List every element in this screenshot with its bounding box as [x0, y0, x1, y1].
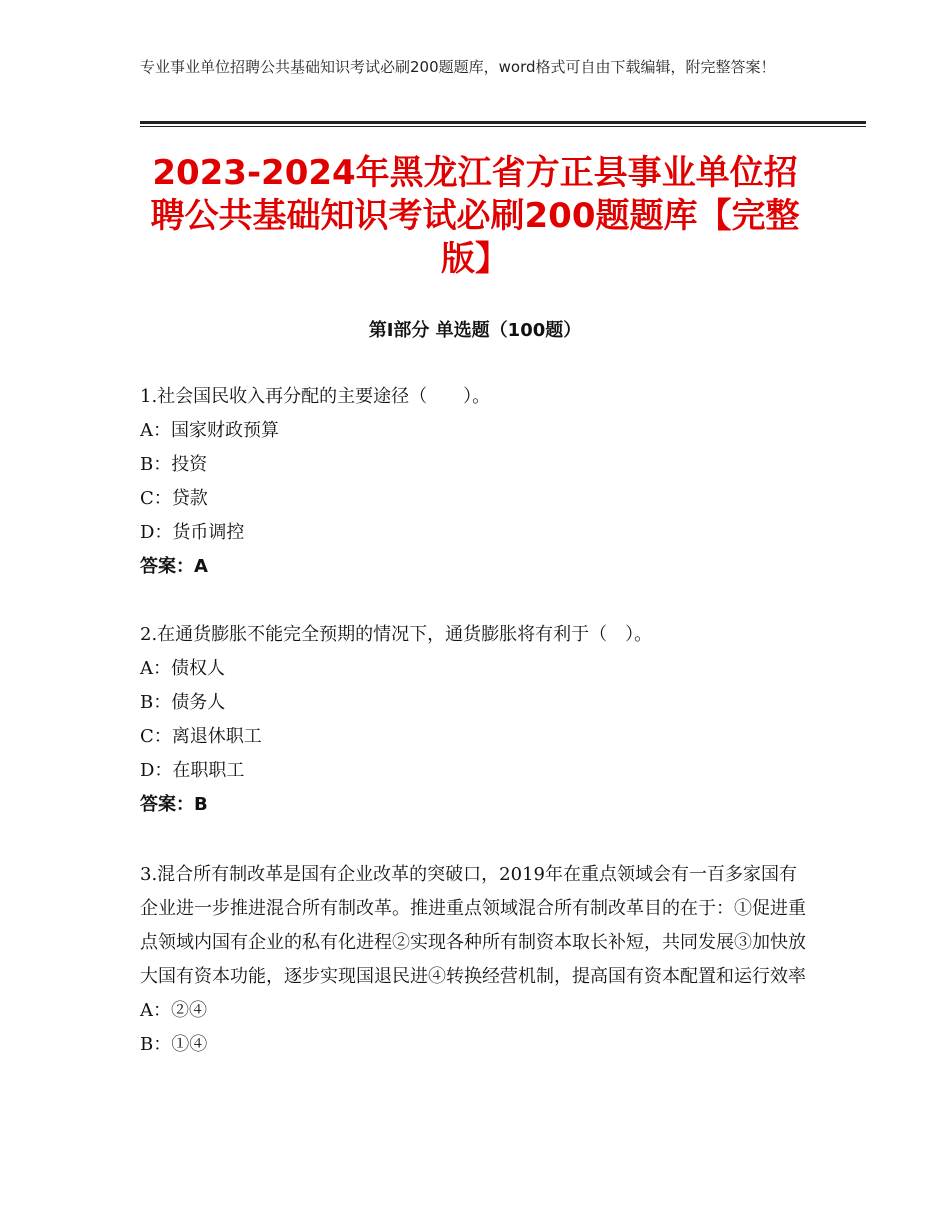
- answer: 答案：A: [140, 556, 208, 577]
- option-a: A：国家财政预算: [140, 420, 279, 441]
- section-title: 第Ⅰ部分 单选题（100题）: [368, 320, 582, 341]
- option-d: D：货币调控: [140, 522, 245, 543]
- option-b: B：①④: [140, 1034, 208, 1055]
- option-a: A：②④: [140, 1000, 207, 1021]
- document-title: 2023-2024年黑龙江省方正县事业单位招聘公共基础知识考试必刷200题题库【完整版】: [150, 153, 800, 279]
- question-stem: 1.社会国民收入再分配的主要途径（ ）。: [140, 386, 491, 407]
- question-stem: 3.混合所有制改革是国有企业改革的突破口，2019年在重点领域会有一百多家国有企业进一步推进混合所有制改革。推进重点领域混合所有制改革目的在于：①促进重点领域内国有企业的私有化进程②实现各种所有制资本取长补短，共同发展③加快放大国有资本功能，逐步实现国退民进④转换经营机制，提高国有资本配置和运行效率: [140, 864, 806, 987]
- question-1: [140, 380, 810, 584]
- header-rule-thick: [140, 121, 866, 124]
- option-c: C：贷款: [140, 488, 208, 509]
- option-b: B：债务人: [140, 692, 226, 713]
- question-stem: 2.在通货膨胀不能完全预期的情况下，通货膨胀将有利于（ ）。: [140, 624, 653, 645]
- option-a: A：债权人: [140, 658, 225, 679]
- option-d: D：在职职工: [140, 760, 245, 781]
- header-rule-thin: [140, 126, 866, 127]
- question-3: [140, 858, 810, 1062]
- header-note: 专业事业单位招聘公共基础知识考试必刷200题题库，word格式可自由下载编辑，附完整答案！: [140, 58, 776, 76]
- option-b: B：投资: [140, 454, 208, 475]
- answer: 答案：B: [140, 794, 208, 815]
- question-2: [140, 618, 810, 822]
- option-c: C：离退休职工: [140, 726, 262, 747]
